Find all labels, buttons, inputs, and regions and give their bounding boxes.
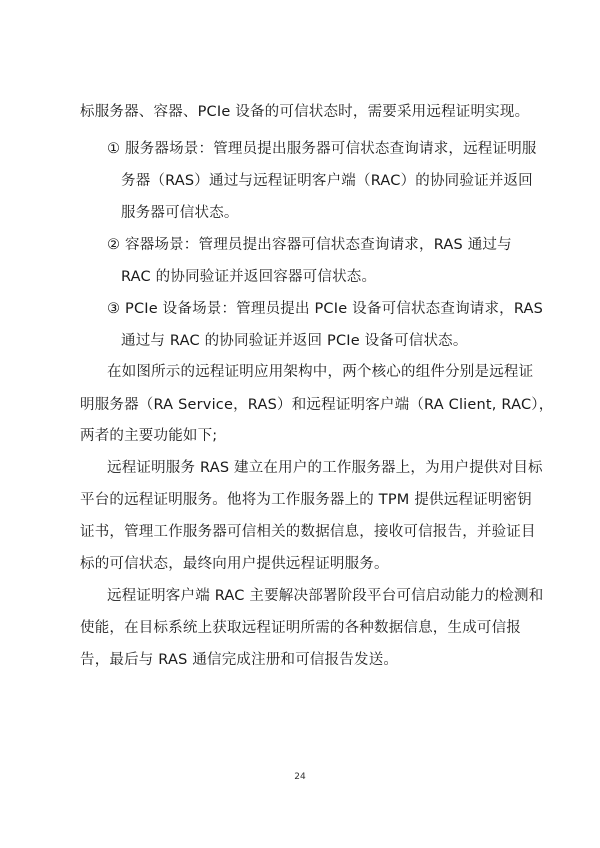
text-line: 标服务器、容器、PCIe 设备的可信状态时，需要采用远程证明实现。 (80, 104, 530, 120)
list-item-pcie-scenario: ③ PCIe 设备场景：管理员提出 PCIe 设备可信状态查询请求，RAS (107, 301, 544, 317)
paragraph-rac: 远程证明客户端 RAC 主要解决部署阶段平台可信启动能力的检测和 (107, 588, 544, 604)
text-line: 告，最后与 RAS 通信完成注册和可信报告发送。 (80, 652, 399, 668)
paragraph-ras: 远程证明服务 RAS 建立在用户的工作服务器上，为用户提供对目标 (107, 460, 543, 476)
text-line: 标的可信状态，最终向用户提供远程证明服务。 (80, 556, 389, 572)
text-line: RAC 的协同验证并返回容器可信状态。 (121, 269, 377, 285)
text-line: 服务器可信状态。 (121, 205, 239, 221)
paragraph-architecture: 在如图所示的远程证明应用架构中，两个核心的组件分别是远程证 (107, 364, 534, 380)
text-line: 明服务器（RA Service，RAS）和远程证明客户端（RA Client, RAC）， (80, 397, 554, 413)
page-number: 24 (294, 772, 306, 782)
text-line: 务器（RAS）通过与远程证明客户端（RAC）的协同验证并返回 (121, 173, 533, 189)
text-line: 两者的主要功能如下; (80, 428, 218, 444)
text-line: 平台的远程证明服务。他将为工作服务器上的 TPM 提供远程证明密钥 (80, 492, 532, 508)
text-line: 使能，在目标系统上获取远程证明所需的各种数据信息，生成可信报 (80, 620, 521, 636)
list-item-server-scenario: ① 服务器场景：管理员提出服务器可信状态查询请求，远程证明服 (107, 141, 537, 157)
list-item-container-scenario: ② 容器场景：管理员提出容器可信状态查询请求，RAS 通过与 (107, 237, 512, 253)
text-line: 通过与 RAC 的协同验证并返回 PCIe 设备可信状态。 (121, 333, 468, 349)
text-line: 证书，管理工作服务器可信相关的数据信息，接收可信报告，并验证目 (80, 524, 536, 540)
